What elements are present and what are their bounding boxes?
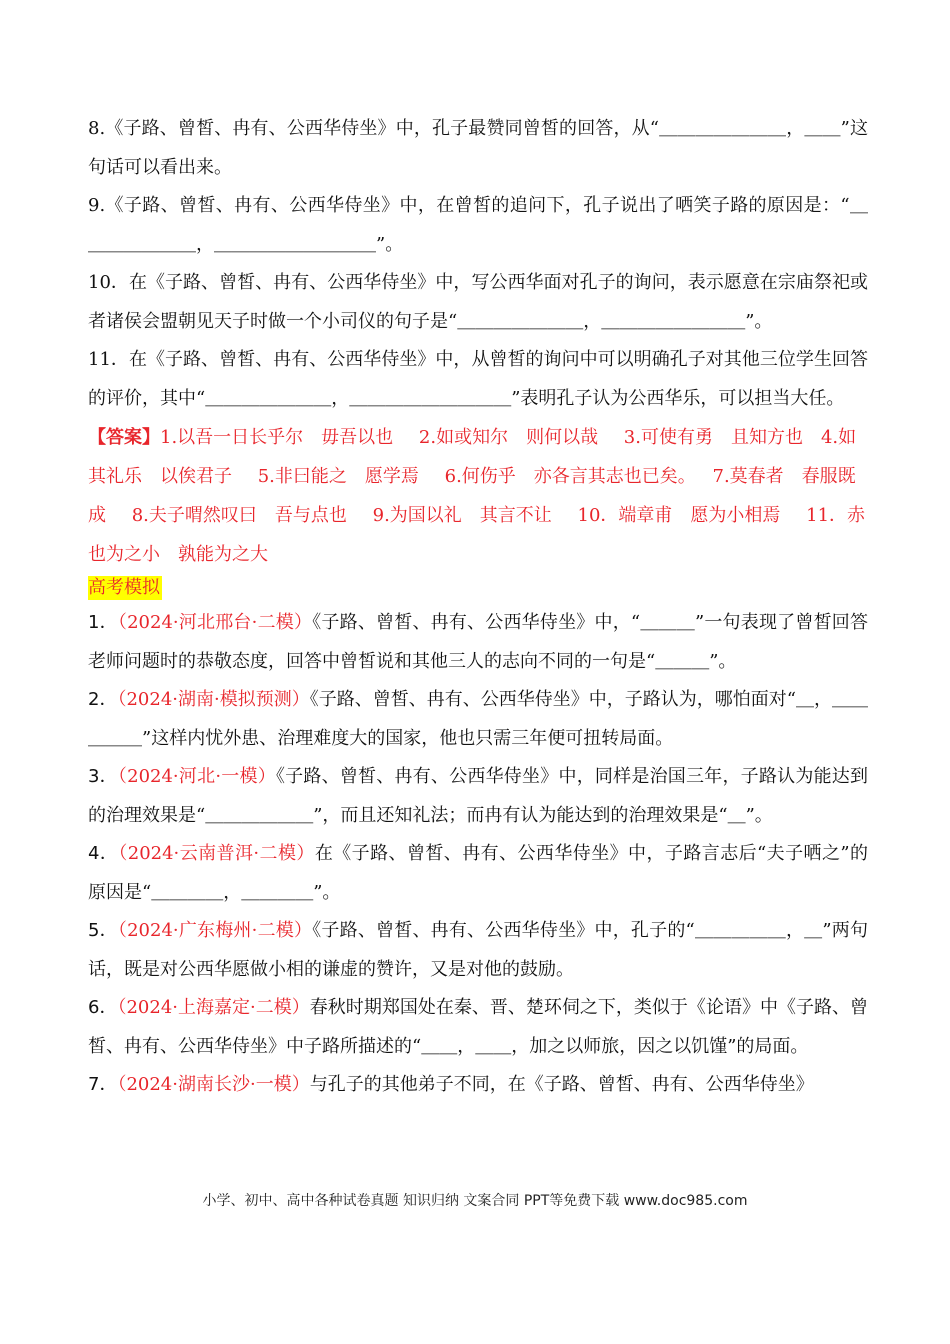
question-item: 10．在《子路、曾皙、冉有、公西华侍坐》中，写公西华面对孔子的询问，表示愿意在宗庙祭祀或者诸侯会盟朝见天子时做一个小司仪的句子是“＿＿＿＿＿＿＿，＿＿＿＿＿＿＿＿”。 <box>88 272 868 332</box>
question-item: 11．在《子路、曾皙、冉有、公西华侍坐》中，从曾皙的询问中可以明确孔子对其他三位学生回答的评价，其中“＿＿＿＿＿＿＿，＿＿＿＿＿＿＿＿＿”表明孔子认为公西华乐，可以担当大任。 <box>88 349 868 409</box>
question-text: 《子路、曾皙、冉有、公西华侍坐》中，“＿＿＿”一句表现了曾皙回答老师问题时的恭敬态度，回答中曾皙说和其他三人的志向不同的一句是“＿＿＿”。 <box>88 612 869 672</box>
question-text: 春秋时期郑国处在秦、晋、楚环伺之下，类似于《论语》中《子路、曾皙、冉有、公西华侍坐》中子路所描述的“＿＿，＿＿，加之以师旅，因之以饥馑”的局面。 <box>88 997 868 1057</box>
question-number: 3． <box>88 766 118 787</box>
question-source: （2024·湖南长沙·一模） <box>117 1074 310 1095</box>
section-title: 高考模拟 <box>88 577 160 598</box>
question-number: 1． <box>88 612 118 633</box>
mock-question <box>88 681 868 758</box>
question-number: 5． <box>88 920 118 941</box>
answer-block <box>88 418 868 574</box>
page-footer: 小学、初中、高中各种试卷真题 知识归纳 文案合同 PPT等免费下载 www.doc985.com <box>202 1193 748 1209</box>
question-number: 7． <box>88 1074 118 1095</box>
document-body <box>88 110 868 1105</box>
question-text: 《子路、曾皙、冉有、公西华侍坐》中，子路认为，哪怕面对“＿，＿＿＿＿＿”这样内忧外患、治理难度大的国家，他也只需三年便可扭转局面。 <box>88 689 869 749</box>
question-text: 在《子路、曾皙、冉有、公西华侍坐》中，子路言志后“夫子哂之”的原因是“＿＿＿＿，＿＿＿＿”。 <box>88 843 868 903</box>
question-item: 8.《子路、曾皙、冉有、公西华侍坐》中，孔子最赞同曾皙的回答，从“＿＿＿＿＿＿＿，＿＿”这句话可以看出来。 <box>88 118 868 178</box>
question-source: （2024·河北邢台·二模） <box>117 612 313 633</box>
answer-label: 【答案】 <box>88 427 160 448</box>
question-source: （2024·云南普洱·二模） <box>118 843 315 864</box>
question-number: 4． <box>88 843 119 864</box>
mock-question <box>88 835 868 912</box>
question-number: 6． <box>88 997 118 1018</box>
question-text: 《子路、曾皙、冉有、公西华侍坐》中，同样是治国三年，子路认为能达到的治理效果是“＿＿＿＿＿＿”，而且还知礼法；而冉有认为能达到的治理效果是“＿”。 <box>88 766 869 826</box>
mock-question <box>88 604 868 681</box>
question-text: 与孔子的其他弟子不同，在《子路、曾皙、冉有、公西华侍坐》 <box>309 1074 814 1095</box>
question-number: 2． <box>88 689 118 710</box>
mock-question <box>88 1066 868 1105</box>
question-source: （2024·广东梅州·二模） <box>117 920 313 941</box>
mock-question <box>88 912 868 989</box>
mock-question <box>88 989 868 1066</box>
question-source: （2024·湖南·模拟预测） <box>117 689 310 710</box>
mock-question <box>88 758 868 835</box>
question-item: 9.《子路、曾皙、冉有、公西华侍坐》中，在曾皙的追问下，孔子说出了哂笑子路的原因是：“＿＿＿＿＿＿＿，＿＿＿＿＿＿＿＿＿”。 <box>88 195 868 255</box>
question-text: 《子路、曾皙、冉有、公西华侍坐》中，孔子的“＿＿＿＿＿，＿”两句话，既是对公西华愿做小相的谦虚的赞许，又是对他的鼓励。 <box>88 920 869 980</box>
question-source: （2024·上海嘉定·二模） <box>117 997 310 1018</box>
answer-text: 1.以吾一日长乎尔 毋吾以也 2.如或知尔 则何以哉 3.可使有勇 且知方也 4.如其礼乐 以俟君子 5.非曰能之 愿学焉 6.何伤乎 亦各言其志也已矣。 7.莫春者 春服既成 8.夫子喟然叹曰 吾与点也 9.为国以礼 其言不让 10．端章甫 愿为小相焉 11．赤也为之小 孰能为之大 <box>88 427 866 565</box>
question-source: （2024·河北·一模） <box>117 766 276 787</box>
